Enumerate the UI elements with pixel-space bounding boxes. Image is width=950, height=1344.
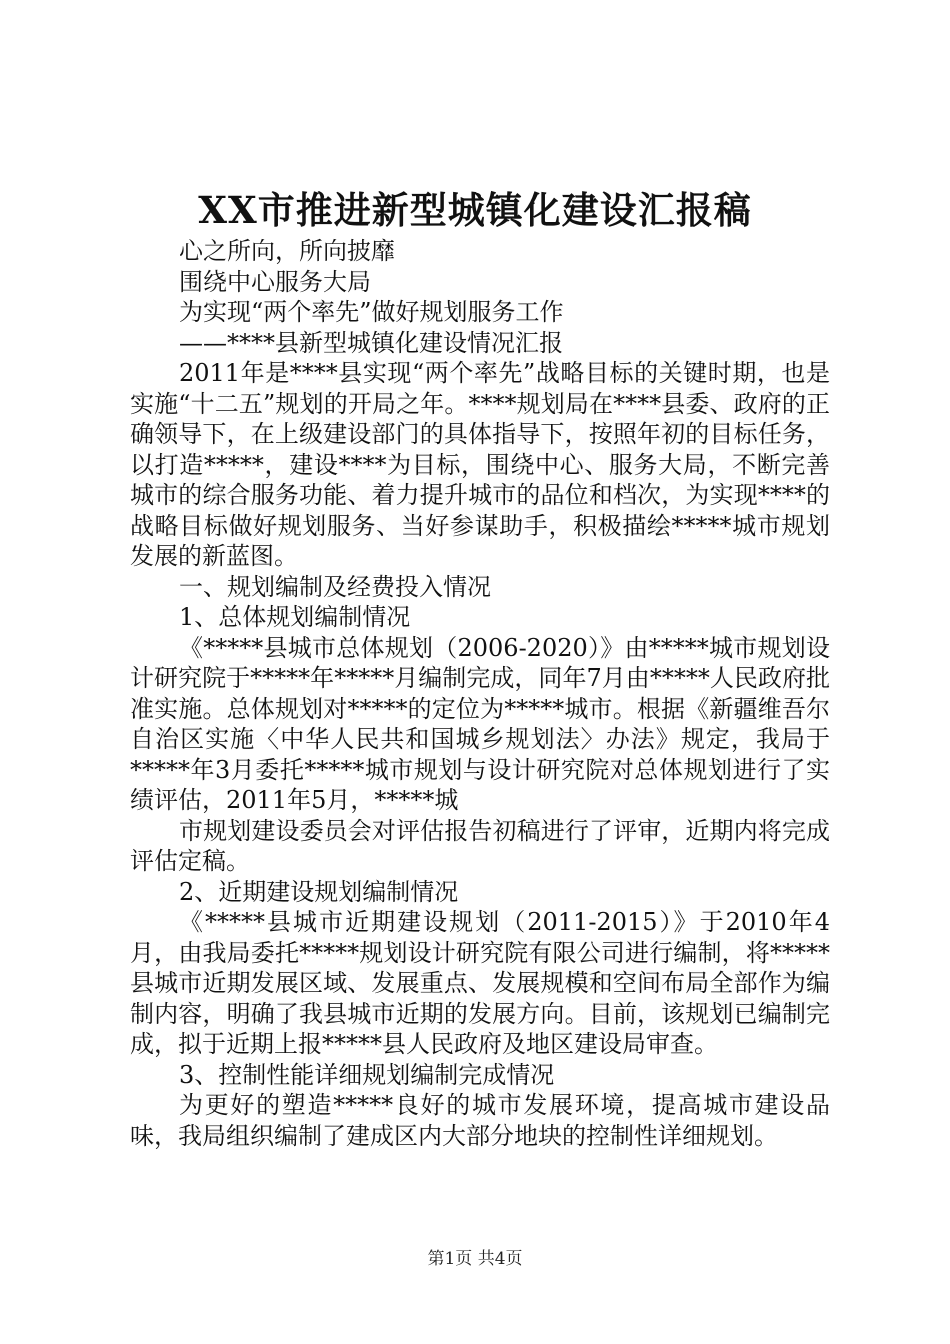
paragraph-report-title: ——****县新型城镇化建设情况汇报 xyxy=(179,328,563,357)
paragraph-master-plan-cont: 市规划建设委员会对评估报告初稿进行了评审，近期内将完成评估定稿。 xyxy=(130,816,830,875)
paragraph-near-term-plan: 《*****县城市近期建设规划（2011-2015）》于2010年4月，由我局委托*****规划设计研究院有限公司进行编制，将*****县城市近期发展区域、发展重点、发展规模和空间布局全部作为编制内容，明确了我县城市近期的发展方向。目前，该规划已编制完成，拟于近期上报*****县人民政府及地区建设局审查。 xyxy=(130,908,830,1058)
subsection-heading-3: 3、控制性能详细规划编制完成情况 xyxy=(179,1060,555,1089)
document-body xyxy=(130,236,830,1151)
paragraph-subtitle-2: 为实现“两个率先”做好规划服务工作 xyxy=(179,298,564,326)
page-footer: 第1页 共4页 xyxy=(427,1249,523,1269)
paragraph-intro: 2011年是****县实现“两个率先”战略目标的关键时期，也是实施“十二五”规划的开局之年。****规划局在****县委、政府的正确领导下，在上级建设部门的具体指导下，按照年初的目标任务，以打造*****，建设****为目标，围绕中心、服务大局，不断完善城市的综合服务功能、着力提升城市的品位和档次，为实现****的战略目标做好规划服务、当好参谋助手，积极描绘*****城市规划发展的新蓝图。 xyxy=(130,359,830,570)
paragraph-subtitle-1: 围绕中心服务大局 xyxy=(179,267,371,296)
section-heading-1: 一、规划编制及经费投入情况 xyxy=(179,572,491,601)
subsection-heading-1: 1、总体规划编制情况 xyxy=(179,603,411,631)
paragraph-motto: 心之所向，所向披靡 xyxy=(179,237,395,265)
paragraph-master-plan: 《*****县城市总体规划（2006-2020）》由*****城市规划设计研究院于*****年*****月编制完成，同年7月由*****人民政府批准实施。总体规划对*****的定位为*****城市。根据《新疆维吾尔自治区实施〈中华人民共和国城乡规划法〉办法》规定，我局于*****年3月委托*****城市规划与设计研究院对总体规划进行了实绩评估，2011年5月，*****城 xyxy=(130,633,830,814)
subsection-heading-2: 2、近期建设规划编制情况 xyxy=(179,877,459,906)
paragraph-detailed-plan: 为更好的塑造*****良好的城市发展环境，提高城市建设品味，我局组织编制了建成区内大部分地块的控制性详细规划。 xyxy=(130,1091,830,1150)
document-title: XX市推进新型城镇化建设汇报稿 xyxy=(198,188,752,232)
